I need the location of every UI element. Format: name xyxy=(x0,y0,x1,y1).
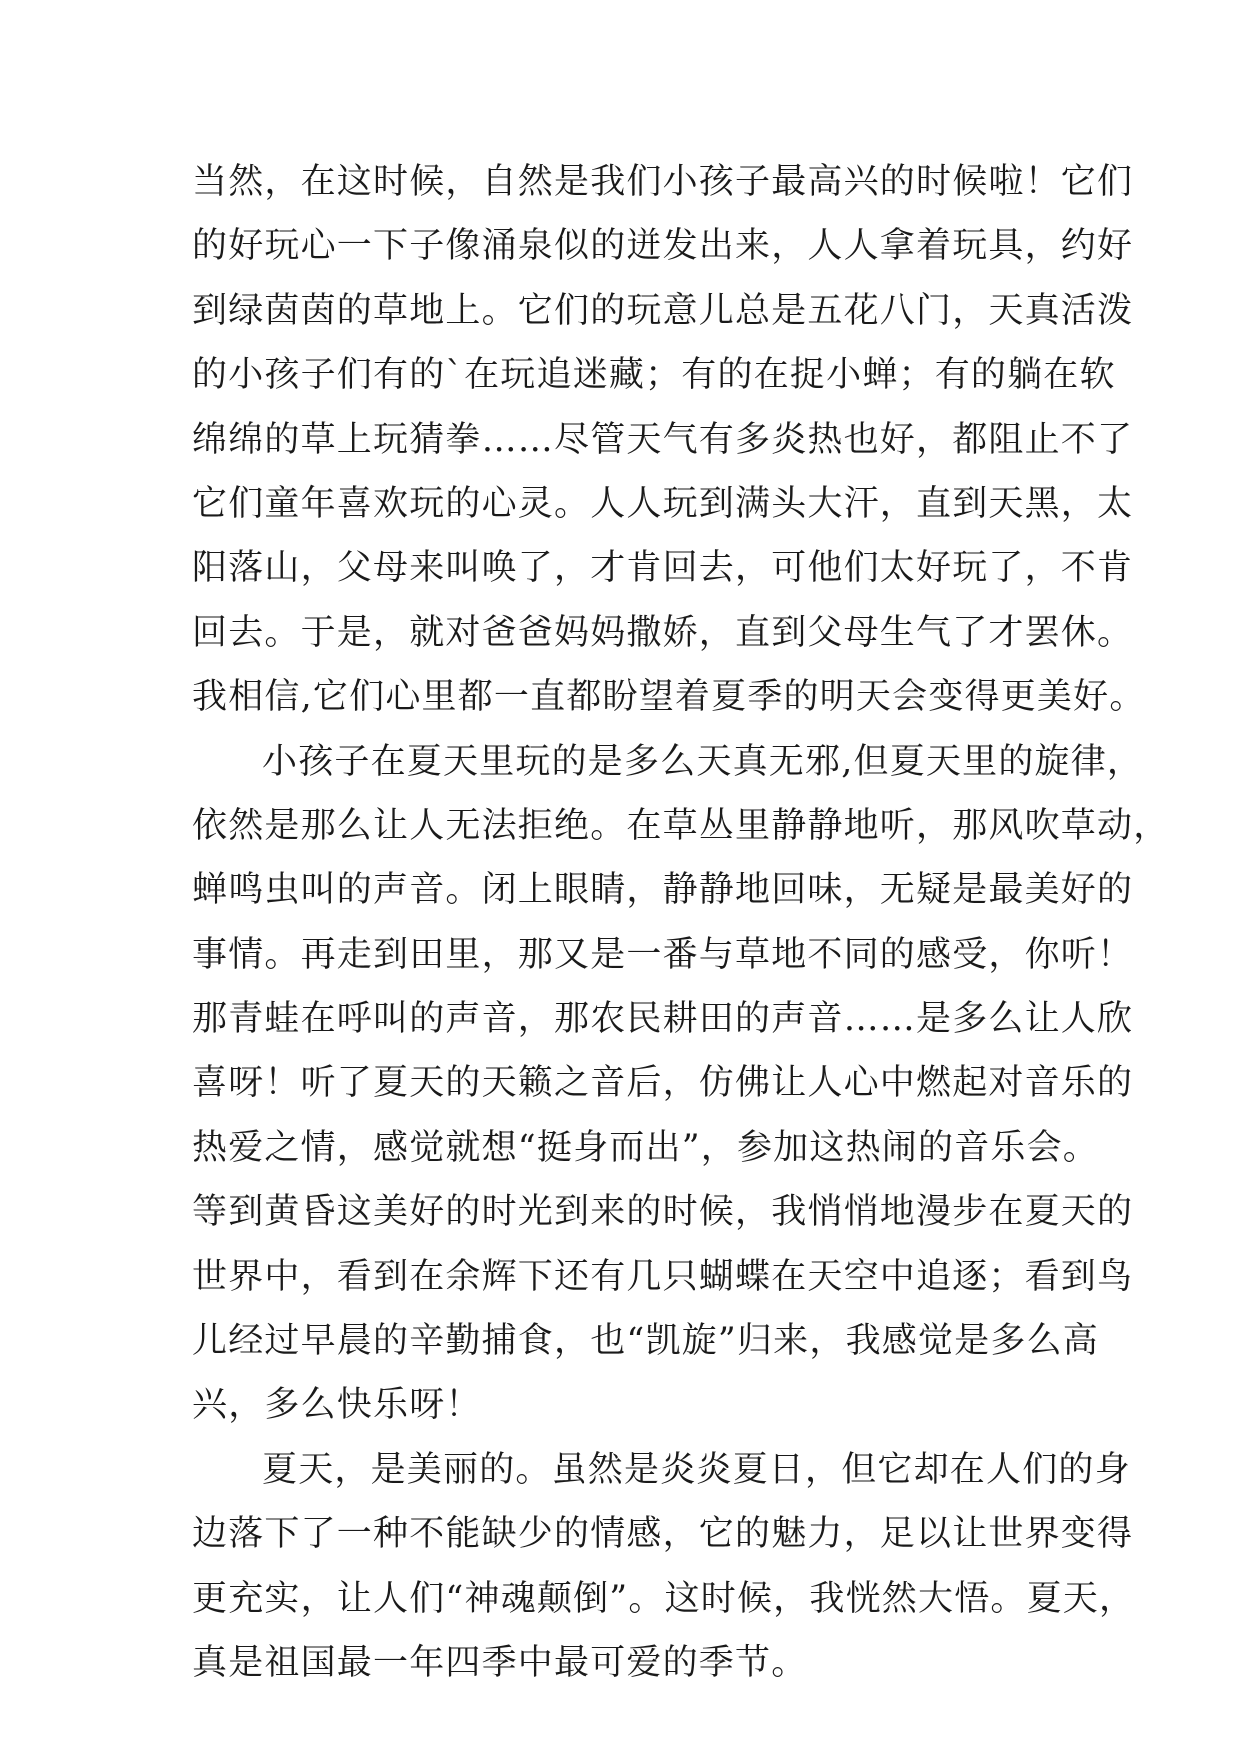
text-line: 的小孩子们有的`在玩追迷藏；有的在捉小蝉；有的躺在软 xyxy=(192,355,1116,396)
text-line: 我相信,它们心里都一直都盼望着夏季的明天会变得更美好。 xyxy=(192,677,1146,718)
paragraph-1 xyxy=(192,150,1146,730)
text-line: 当然，在这时候，自然是我们小孩子最高兴的时候啦！它们 xyxy=(192,162,1134,202)
text-line: 回去。于是，就对爸爸妈妈撒娇，直到父母生气了才罢休。 xyxy=(192,612,1134,653)
text-line: 喜呀！听了夏天的天籁之音后，仿佛让人心中燃起对音乐的 xyxy=(192,1063,1134,1104)
paragraph-3 xyxy=(192,1438,1136,1696)
text-line: 那青蛙在呼叫的声音，那农民耕田的声音……是多么让人欣 xyxy=(192,999,1134,1040)
paragraph-2 xyxy=(192,730,1170,1438)
text-line: 等到黄昏这美好的时光到来的时候，我悄悄地漫步在夏天的 xyxy=(192,1192,1134,1233)
text-line: 的好玩心一下子像涌泉似的迸发出来，人人拿着玩具，约好 xyxy=(192,226,1134,267)
text-line: 热爱之情，感觉就想“挺身而出”，参加这热闹的音乐会。 xyxy=(192,1127,1099,1168)
text-line: 绵绵的草上玩猜拳……尽管天气有多炎热也好，都阻止不了 xyxy=(192,419,1134,460)
text-line: 世界中，看到在余辉下还有几只蝴蝶在天空中追逐；看到鸟 xyxy=(192,1256,1134,1297)
text-line: 更充实，让人们“神魂颠倒”。这时候，我恍然大悟。夏天， xyxy=(192,1578,1136,1619)
text-line: 兴，多么快乐呀！ xyxy=(192,1385,482,1426)
text-line: 夏天，是美丽的。虽然是炎炎夏日，但它却在人们的身 xyxy=(262,1449,1131,1490)
text-line: 它们童年喜欢玩的心灵。人人玩到满头大汗，直到天黑，太 xyxy=(192,483,1134,524)
text-line: 阳落山，父母来叫唤了，才肯回去，可他们太好玩了，不肯 xyxy=(192,548,1134,589)
text-line: 事情。再走到田里，那又是一番与草地不同的感受，你听！ xyxy=(192,934,1134,975)
text-line: 蝉鸣虫叫的声音。闭上眼睛，静静地回味，无疑是最美好的 xyxy=(192,870,1134,911)
text-line: 边落下了一种不能缺少的情感，它的魅力，足以让世界变得 xyxy=(192,1514,1134,1555)
text-line: 到绿茵茵的草地上。它们的玩意儿总是五花八门，天真活泼 xyxy=(192,290,1134,331)
document-body xyxy=(192,150,1170,1695)
text-line: 真是祖国最一年四季中最可爱的季节。 xyxy=(192,1642,808,1683)
text-line: 依然是那么让人无法拒绝。在草丛里静静地听，那风吹草动， xyxy=(192,805,1170,846)
text-line: 儿经过早晨的辛勤捕食，也“凯旋”归来，我感觉是多么高 xyxy=(192,1321,1099,1362)
text-line: 小孩子在夏天里玩的是多么天真无邪,但夏天里的旋律， xyxy=(262,741,1144,782)
